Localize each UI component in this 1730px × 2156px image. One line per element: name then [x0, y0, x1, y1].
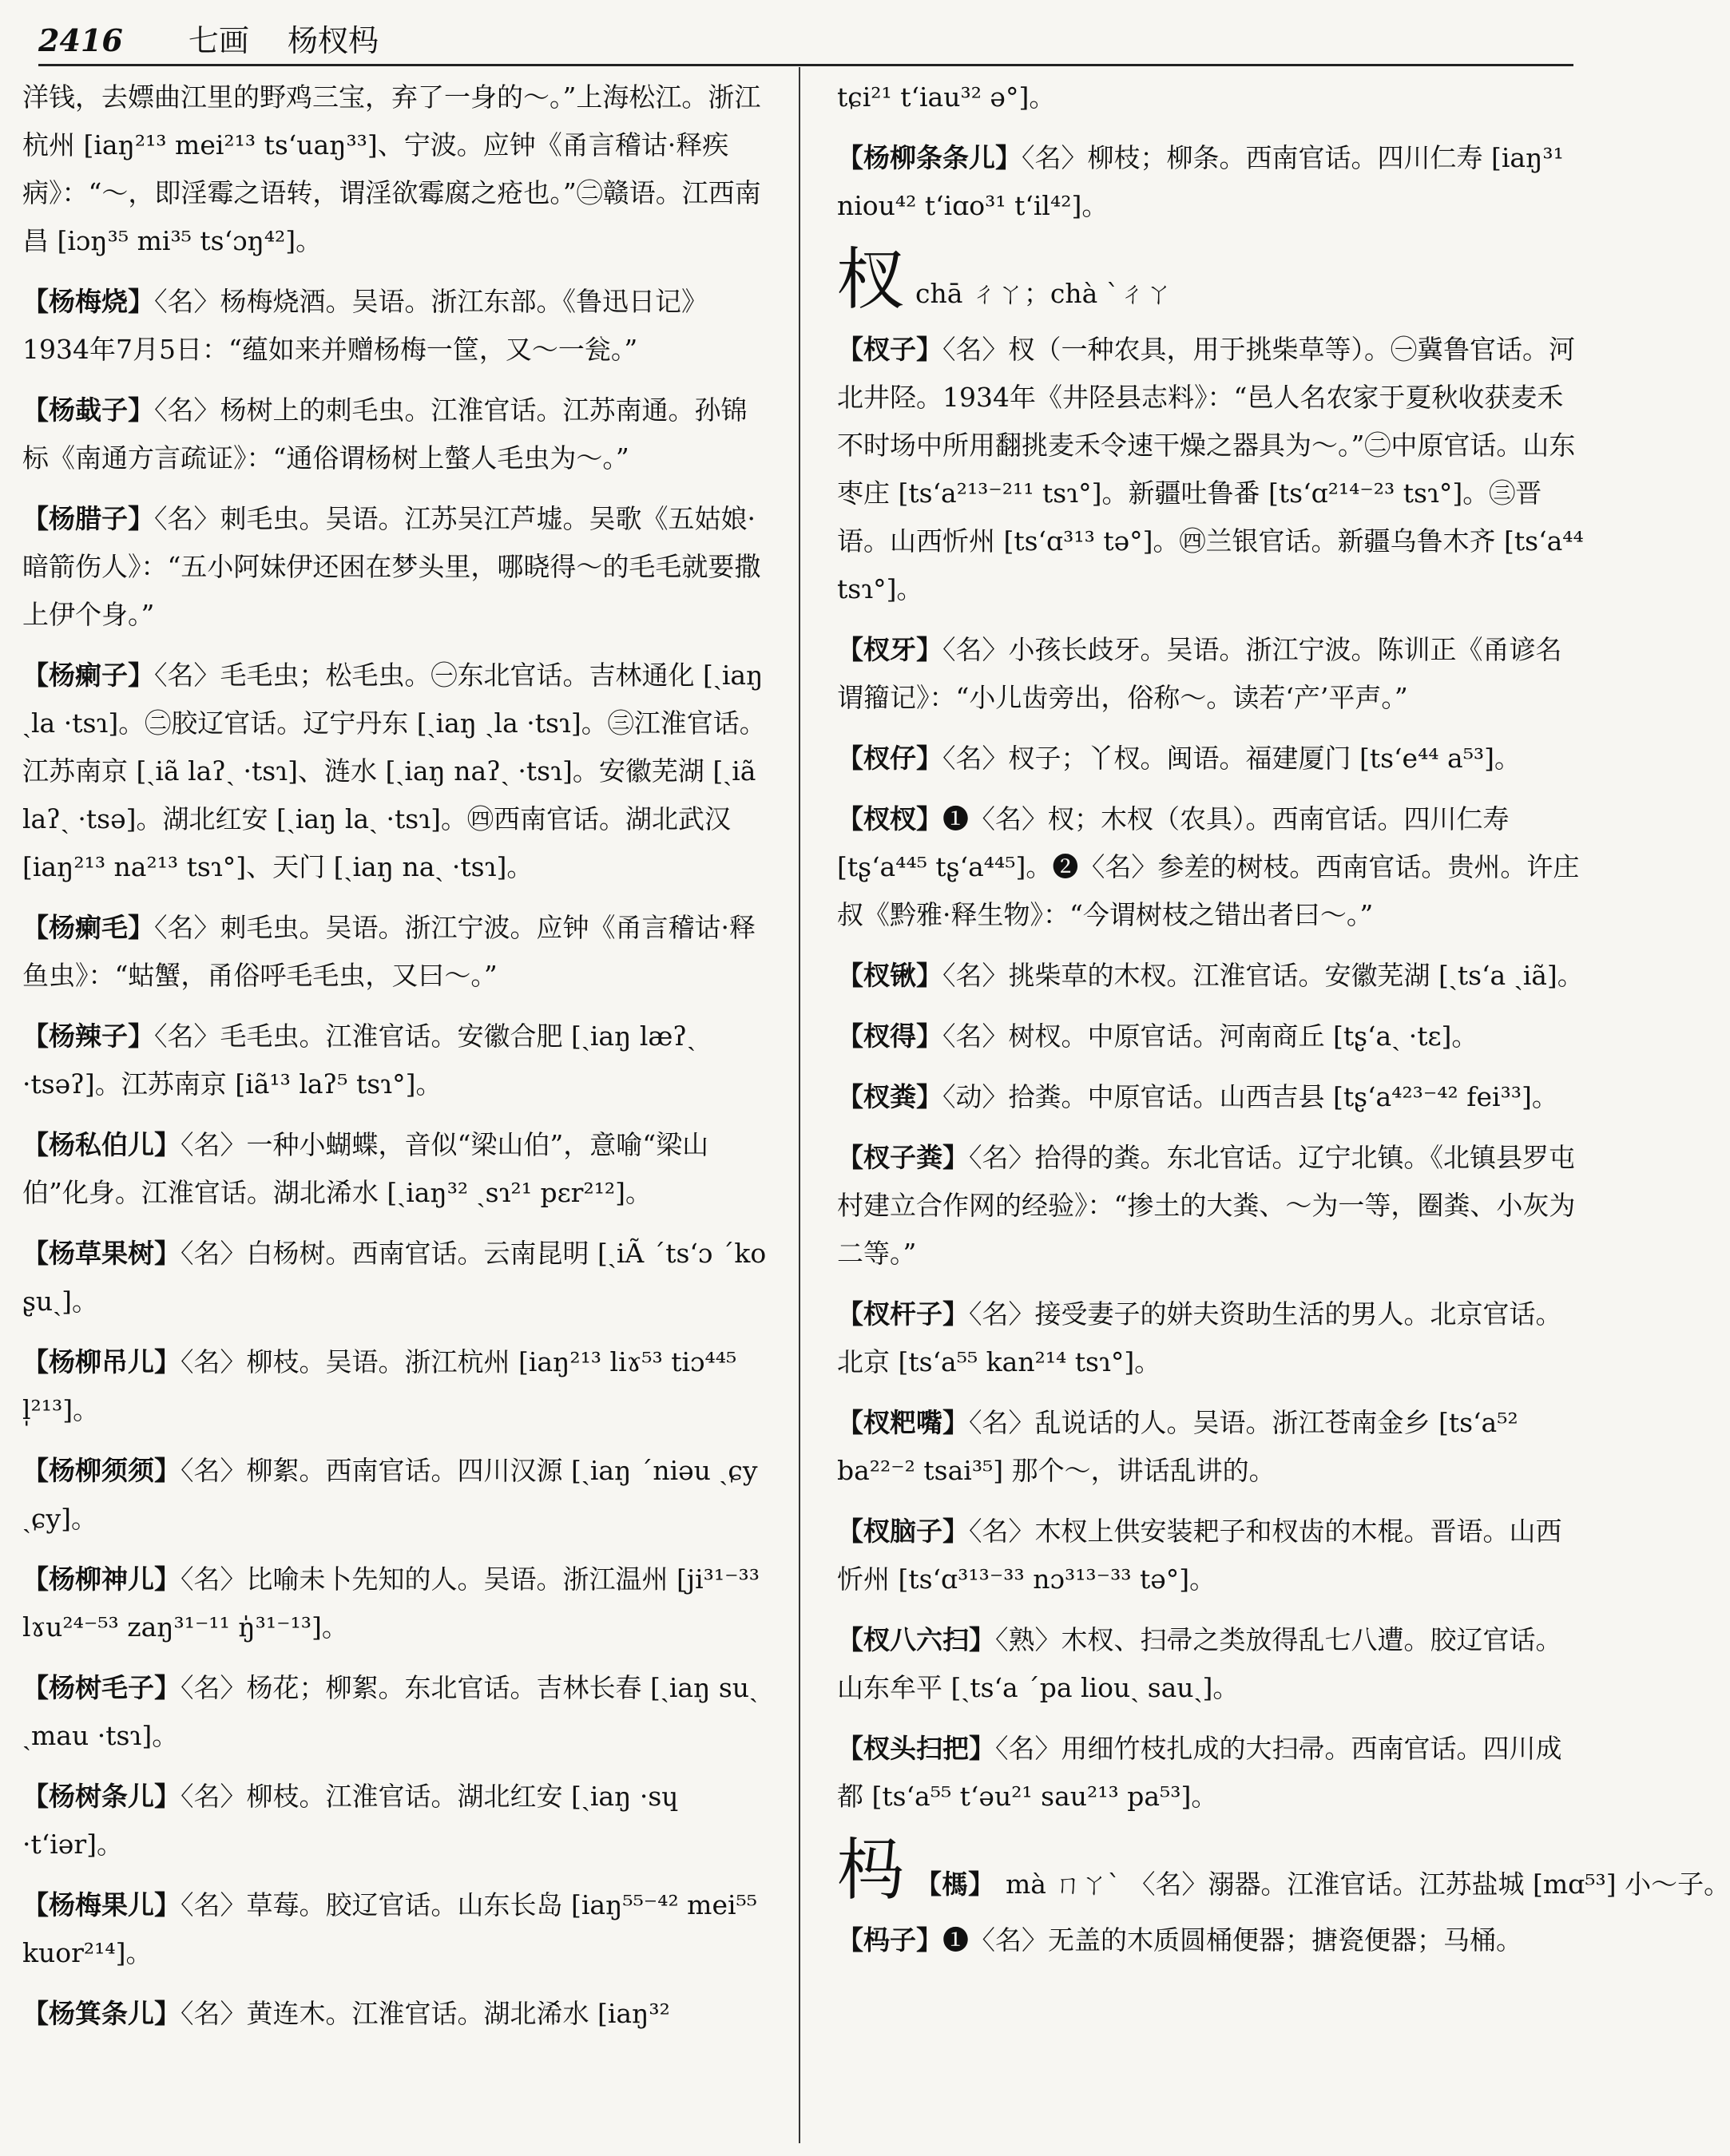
definition: 〈名〉毛毛虫。江淮官话。安徽合肥 [ˏiaŋ læʔˎ ·tsəʔ]。江苏南京 [iã¹³ laʔ⁵ tsɿ°]。 — [22, 1021, 696, 1100]
headword: 【杈牙】 — [837, 634, 942, 665]
definition: 〈名〉接受妻子的姘夫资助生活的男人。北京官话。北京 [tsʻa⁵⁵ kan²¹⁴ tsɿ°]。 — [837, 1298, 1562, 1377]
headword: 【杨柳神儿】 — [22, 1563, 181, 1595]
definition: 〈名〉黄连木。江淮官话。湖北浠水 [iaŋ³² — [181, 1998, 670, 2029]
headword: 【杈杈】 — [837, 803, 942, 834]
headword: 【杨箕条儿】 — [22, 1998, 181, 2029]
headword: 【杈仔】 — [837, 743, 942, 774]
headword: 【杈子】 — [837, 334, 942, 365]
definition: 〈名〉树杈。中原官话。河南商丘 [tʂʻaˎ ·tɛ]。 — [942, 1021, 1478, 1052]
headword: 【杨梅果儿】 — [22, 1889, 181, 1920]
continued-entry: tɕi²¹ tʻiau³² ə°]。 — [837, 81, 1056, 113]
character-heading-ma — [837, 1831, 1730, 1909]
pronunciation: chā ㄔㄚ；chà ˋㄔㄚ — [915, 278, 1173, 309]
dictionary-entry — [837, 1290, 1584, 1386]
headword: 【杈杆子】 — [837, 1298, 969, 1330]
headword: 【杈锹】 — [837, 960, 942, 991]
dictionary-entry — [837, 1073, 1584, 1121]
definition: 〈名〉拾得的粪。东北官话。辽宁北镇。《北镇县罗屯村建立合作网的经验》：“掺土的大粪、～为一等，圈粪、小灰为二等。” — [837, 1142, 1576, 1269]
definition: 〈名〉柳枝；柳条。西南官话。四川仁寿 [iaŋ³¹ niou⁴² tʻiɑo³¹ tʻil⁴²]。 — [837, 142, 1564, 221]
headword: 【杈粑嘴】 — [837, 1407, 969, 1438]
definition: 〈名〉杈（一种农具，用于挑柴草等）。㊀冀鲁官话。河北井陉。1934年《井陉县志料》：“邑人名农家于夏秋收获麦禾不时场中所用翻挑麦禾令速干燥之器具为～。”㊁中原官话。山东枣庄 [tsʻa²¹³⁻²¹¹ tsɿ°]。新疆吐鲁番 [tsʻɑ²¹⁴⁻²³ tsɿ°]。㊂晋语。山西忻州 [tsʻɑ³¹³ tə°]。㊃兰银官话。新疆乌鲁木齐 [tsʻa⁴⁴ tsɿ°]。 — [837, 334, 1584, 604]
definition: 〈名〉用细竹枝扎成的大扫帚。西南官话。四川成都 [tsʻa⁵⁵ tʻəu²¹ sau²¹³ pa⁵³]。 — [837, 1733, 1562, 1812]
definition: ❶〈名〉无盖的木质圆桶便器；搪瓷便器；马桶。 — [942, 1924, 1522, 1956]
definition: 〈名〉杨梅烧酒。吴语。浙江东部。《鲁迅日记》1934年7月5日：“蕴如来并赠杨梅一筐，又～一瓮。” — [22, 286, 708, 365]
definition: 〈名〉比喻未卜先知的人。吴语。浙江温州 [ji³¹⁻³³ lɤu²⁴⁻⁵³ zaŋ³¹⁻¹¹ ŋ̍³¹⁻¹³]。 — [22, 1563, 760, 1643]
headword: 【杨私伯儿】 — [22, 1129, 181, 1160]
dictionary-entry — [837, 952, 1584, 1000]
dictionary-entry — [22, 1773, 767, 1869]
dictionary-entry — [22, 1013, 767, 1108]
definition: 〈名〉毛毛虫；松毛虫。㊀东北官话。吉林通化 [ˏiaŋ ˏla ·tsɿ]。㊁胶辽官话。辽宁丹东 [ˏiaŋ ˏla ·tsɿ]。㊂江淮官话。江苏南京 [ˏiã laʔˎ ·tsɿ]、涟水 [ˏiaŋ naʔˎ ·tsɿ]。安徽芜湖 [ˏiã laʔˎ ·tsə]。湖北红安 [ˏiaŋ laˎ ·tsɿ]。㊃西南官话。湖北武汉 [iaŋ²¹³ na²¹³ tsɿ°]、天门 [ˏiaŋ naˎ ·tsɿ]。 — [22, 660, 766, 882]
dictionary-entry — [22, 1881, 767, 1977]
dictionary-entry — [22, 1230, 767, 1326]
definition: 〈名〉刺毛虫。吴语。江苏吴江芦墟。吴歌《五姑娘·暗箭伤人》：“五小阿妹伊还困在梦头里，哪晓得～的毛毛就要撒上伊个身。” — [22, 503, 761, 630]
dictionary-entry — [837, 134, 1584, 230]
dictionary-entry — [837, 795, 1584, 939]
definition: 〈熟〉木杈、扫帚之类放得乱七八遭。胶辽官话。山东牟平 [ˏtsʻa ˊpa liouˎ sauˎ]。 — [837, 1624, 1562, 1703]
page-header — [38, 18, 1573, 66]
dictionary-entry — [22, 1338, 767, 1434]
dictionary-entry — [22, 652, 767, 891]
dictionary-entry — [22, 1121, 767, 1217]
headword: 【杨辣子】 — [22, 1021, 154, 1052]
definition: 〈名〉杨树上的刺毛虫。江淮官话。江苏南通。孙锦标《南通方言疏证》：“通俗谓杨树上螫人毛虫为～。” — [22, 394, 748, 474]
character-range: 杨杈杩 — [287, 23, 379, 58]
definition: 〈名〉柳絮。西南官话。四川汉源 [ˏiaŋ ˊniəu ˏɕy ˏɕy]。 — [22, 1455, 758, 1534]
dictionary-entry — [837, 1013, 1584, 1060]
dictionary-entry — [837, 735, 1584, 783]
headword: 【杩子】 — [837, 1924, 942, 1956]
headword: 【杨瘌毛】 — [22, 912, 154, 943]
headword: 【杨梅烧】 — [22, 286, 154, 317]
headword: 【杈脑子】 — [837, 1516, 969, 1547]
headword: 【杨柳须须】 — [22, 1455, 181, 1486]
headword: 【杨腊子】 — [22, 503, 154, 534]
page-number: 2416 — [38, 22, 123, 58]
definition: 〈名〉杨花；柳絮。东北官话。吉林长春 [ˏiaŋ suˎ ˏmau ·tsɿ]。 — [22, 1672, 759, 1751]
dictionary-entry — [22, 495, 767, 639]
dictionary-entry — [22, 904, 767, 1000]
headword: 【杨草果树】 — [22, 1238, 181, 1269]
headword: 【杨瘌子】 — [22, 660, 154, 691]
dictionary-entry — [22, 1556, 767, 1651]
column-divider — [799, 67, 800, 2143]
dictionary-entry — [837, 1399, 1584, 1495]
headword: 【杨柳条条儿】 — [837, 142, 1022, 173]
dictionary-entry — [837, 1916, 1584, 1964]
definition: 〈名〉小孩长歧牙。吴语。浙江宁波。陈训正《甬谚名谓籀记》：“小儿齿旁出，俗称～。读若‘产’平声。” — [837, 634, 1562, 713]
character-heading-cha — [837, 240, 1584, 319]
headword: 【杈八六扫】 — [837, 1624, 995, 1655]
left-column — [22, 73, 767, 2142]
definition: 〈名〉柳枝。江淮官话。湖北红安 [ˏiaŋ ·sɥ ·tʻiər]。 — [22, 1781, 679, 1860]
definition: 〈名〉草莓。胶辽官话。山东长岛 [iaŋ⁵⁵⁻⁴² mei⁵⁵ kuor²¹⁴]。 — [22, 1889, 758, 1968]
dictionary-entry — [837, 1508, 1584, 1603]
definition: 〈名〉刺毛虫。吴语。浙江宁波。应钟《甬言稽诂·释鱼虫》：“蛄蟹，甬俗呼毛毛虫，又曰～。” — [22, 912, 756, 991]
headword: 【杨树毛子】 — [22, 1672, 181, 1703]
definition: 〈名〉木杈上供安装耙子和杈齿的木棍。晋语。山西忻州 [tsʻɑ³¹³⁻³³ nɔ³¹³⁻³³ tə°]。 — [837, 1516, 1562, 1595]
continued-entry: 洋钱，去嫖曲江里的野鸡三宝，弃了一身的～。”上海松江。浙江杭州 [iaŋ²¹³ mei²¹³ tsʻuaŋ³³]、宁波。应钟《甬言稽诂·释疾病》：“～，即淫霉之语转，谓淫欲霉腐之疮也。”㊁赣语。江西南昌 [iɔŋ³⁵ mi³⁵ tsʻɔŋ⁴²]。 — [22, 81, 761, 256]
definition: 〈名〉一种小蝴蝶，音似“梁山伯”，意喻“梁山伯”化身。江淮官话。湖北浠水 [ˏiaŋ³² ˏsɿ²¹ pɛr²¹²]。 — [22, 1129, 709, 1208]
headword: 【杨树条儿】 — [22, 1781, 181, 1812]
section-label: 七画 — [188, 23, 249, 58]
definition: 〈名〉乱说话的人。吴语。浙江苍南金乡 [tsʻa⁵² ba²²⁻² tsai³⁵] 那个～，讲话乱讲的。 — [837, 1407, 1518, 1486]
dictionary-entry — [837, 1134, 1584, 1278]
dictionary-entry — [837, 626, 1584, 722]
definition: 〈名〉柳枝。吴语。浙江杭州 [iaŋ²¹³ liɤ⁵³ tiɔ⁴⁴⁵ l̩²¹³]。 — [22, 1346, 737, 1425]
definition: 〈动〉拾粪。中原官话。山西吉县 [tʂʻa⁴²³⁻⁴² fei³³]。 — [942, 1081, 1558, 1112]
dictionary-entry — [837, 1725, 1584, 1821]
dictionary-entry — [837, 1616, 1584, 1712]
headword: 【杨蛓子】 — [22, 394, 154, 426]
definition: 〈名〉杈子；丫杈。闽语。福建厦门 [tsʻe⁴⁴ a⁵³]。 — [942, 743, 1522, 774]
headword: 【杈粪】 — [837, 1081, 942, 1112]
headword: 【杨柳吊儿】 — [22, 1346, 181, 1377]
dictionary-entry — [22, 1664, 767, 1760]
dictionary-entry — [22, 278, 767, 374]
traditional-form: 【榪】 — [915, 1869, 995, 1900]
dictionary-entry — [837, 326, 1584, 613]
dictionary-entry — [22, 386, 767, 482]
headword: 【杈子粪】 — [837, 1142, 969, 1173]
headword: 【杈得】 — [837, 1021, 942, 1052]
definition: 〈名〉白杨树。西南官话。云南昆明 [ˏiÃ ˊtsʻɔ ˊko ʂuˎ]。 — [22, 1238, 767, 1317]
right-column — [837, 73, 1730, 2142]
head-character: 杈 — [837, 240, 905, 319]
pronunciation-definition: mà ㄇㄚˋ 〈名〉溺器。江淮官话。江苏盐城 [mɑ⁵³] 小～子。 — [1006, 1869, 1730, 1900]
dictionary-entry — [22, 1990, 767, 2038]
dictionary-entry — [22, 1447, 767, 1543]
headword: 【杈头扫把】 — [837, 1733, 995, 1764]
definition: 〈名〉挑柴草的木杈。江淮官话。安徽芜湖 [ˏtsʻa ˏiã]。 — [942, 960, 1584, 991]
definition: ❶〈名〉杈；木杈（农具）。西南官话。四川仁寿 [tʂʻa⁴⁴⁵ tʂʻa⁴⁴⁵]。❷〈名〉参差的树枝。西南官话。贵州。许庄叔《黔雅·释生物》：“今谓树枝之错出者曰～。” — [837, 803, 1580, 930]
head-character: 杩 — [837, 1831, 905, 1909]
